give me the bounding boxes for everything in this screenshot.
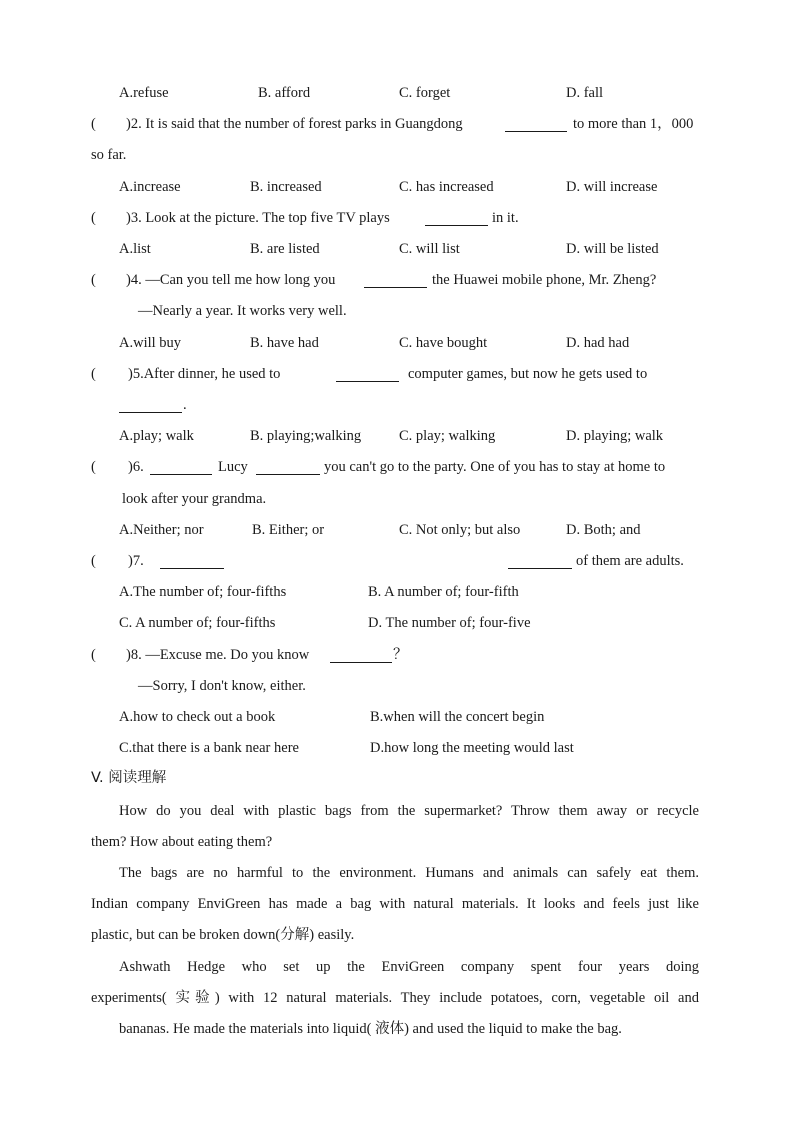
answer-paren: ( [91,366,96,382]
answer-paren: ( [91,272,96,288]
option-b: B. A number of; four-fifth [368,584,519,600]
question-text-after: in it. [492,210,519,226]
option-d: D. Both; and [566,522,641,538]
option-c: C.that there is a bank near here [119,740,299,756]
question-text: )4. —Can you tell me how long you [126,272,336,288]
option-c: C. Not only; but also [399,522,521,538]
option-b: B. increased [250,179,322,195]
question-text-after: you can't go to the party. One of you has to stay at home to [324,459,666,475]
passage-line: The bags are no harmful to the environment. Humans and animals can safely eat them. [119,865,699,881]
passage-line: them? How about eating them? [91,834,273,850]
answer-paren: ( [91,553,96,569]
question-text-after: the Huawei mobile phone, Mr. Zheng? [432,272,657,288]
answer-blank[interactable] [330,648,392,663]
answer-blank[interactable] [364,273,427,288]
section-heading: V. 阅读理解 [91,770,167,786]
option-b: B. Either; or [252,522,325,538]
option-d: D. playing; walk [566,428,664,444]
question-text: )5.After dinner, he used to [128,366,281,382]
option-b: B. afford [258,85,311,101]
option-a: A.how to check out a book [119,709,276,725]
option-d: D.how long the meeting would last [370,740,574,756]
question-text-after: to more than 1，000 [573,116,694,132]
question-text-after: computer games, but now he gets used to [408,366,648,382]
option-c: C. will list [399,241,460,257]
option-a: A.will buy [119,335,182,351]
question-text-after-2: of them are adults. [576,553,684,569]
option-d: D. The number of; four-five [368,615,531,631]
passage-line: Ashwath Hedge who set up the EnviGreen company spent four years doing [119,959,699,975]
passage-line: plastic, but can be broken down(分解) easily. [91,927,355,943]
question-text-cont: so far. [91,147,127,163]
answer-blank-2[interactable] [508,554,572,569]
answer-paren: ( [91,647,96,663]
option-d: D. will increase [566,179,658,195]
passage-line: How do you deal with plastic bags from the supermarket? Throw them away or recycle [119,803,699,819]
option-a: A.play; walk [119,428,194,444]
answer-blank-2[interactable] [119,398,182,413]
dialogue-reply: —Sorry, I don't know, either. [138,678,306,694]
option-c: C. A number of; four-fifths [119,615,276,631]
option-a: A.list [119,241,151,257]
option-b: B. have had [250,335,319,351]
answer-paren: ( [91,459,96,475]
question-mark: ？ [393,647,408,663]
answer-blank[interactable] [150,460,212,475]
question-text: )3. Look at the picture. The top five TV plays [126,210,390,226]
option-a: A.Neither; nor [119,522,204,538]
option-c: C. forget [399,85,451,101]
question-text-cont: look after your grandma. [122,491,267,507]
answer-blank[interactable] [160,554,224,569]
answer-paren: ( [91,210,96,226]
option-d: D. fall [566,85,604,101]
answer-blank[interactable] [425,211,488,226]
option-b: B.when will the concert begin [370,709,545,725]
option-b: B. are listed [250,241,320,257]
question-text: )6. [128,459,144,475]
option-c: C. have bought [399,335,488,351]
option-d: D. will be listed [566,241,659,257]
option-c: C. has increased [399,179,494,195]
option-a: A.refuse [119,85,169,101]
question-text-mid: Lucy [218,459,248,475]
dialogue-reply: —Nearly a year. It works very well. [138,303,347,319]
option-c: C. play; walking [399,428,496,444]
passage-line: Indian company EnviGreen has made a bag with natural materials. It looks and feels just like [91,896,699,912]
answer-paren: ( [91,116,96,132]
option-a: A.increase [119,179,181,195]
answer-blank-2[interactable] [256,460,320,475]
answer-blank[interactable] [336,367,399,382]
question-text-end: . [183,397,187,413]
option-d: D. had had [566,335,630,351]
question-text: )2. It is said that the number of forest parks in Guangdong [126,116,463,132]
option-a: A.The number of; four-fifths [119,584,287,600]
passage-line: experiments( 实验) with 12 natural materials. They include potatoes, corn, vegetable oil and [91,990,699,1006]
option-b: B. playing;walking [250,428,362,444]
question-text: )8. —Excuse me. Do you know [126,647,310,663]
passage-line: bananas. He made the materials into liquid( 液体) and used the liquid to make the bag. [119,1021,622,1037]
question-text: )7. [128,553,144,569]
answer-blank[interactable] [505,117,567,132]
